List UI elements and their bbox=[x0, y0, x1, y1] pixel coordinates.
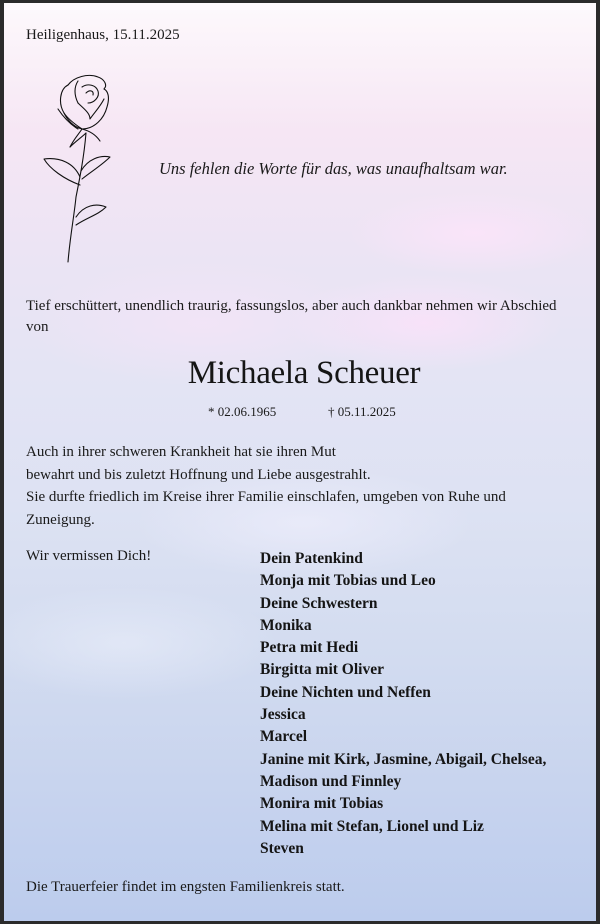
family-entry: Petra mit Hedi bbox=[260, 639, 359, 657]
family-entry: Melina mit Stefan, Lionel und Liz bbox=[260, 817, 484, 835]
family-entry: Deine Nichten und Neffen bbox=[260, 683, 431, 701]
body-line: bewahrt und bis zuletzt Hoffnung und Liebe ausgestrahlt. bbox=[26, 466, 371, 483]
body-text bbox=[26, 441, 566, 531]
family-entry: Birgitta mit Oliver bbox=[260, 661, 384, 679]
body-line: Auch in ihrer schweren Krankheit hat sie ihren Mut bbox=[26, 444, 336, 460]
family-entry: Steven bbox=[260, 839, 304, 857]
death-date: † 05.11.2025 bbox=[328, 404, 396, 419]
family-entry: Madison und Finnley bbox=[260, 772, 402, 790]
motto-quote: Uns fehlen die Worte für das, was unaufhaltsam war. bbox=[159, 159, 508, 178]
family-entry: Janine mit Kirk, Jasmine, Abigail, Chelsea, bbox=[260, 750, 547, 768]
place-date: Heiligenhaus, 15.11.2025 bbox=[26, 27, 180, 43]
family-entry: Deine Schwestern bbox=[260, 594, 378, 612]
body-line: Sie durfte friedlich im Kreise ihrer Familie einschlafen, umgeben von Ruhe und bbox=[26, 489, 506, 505]
birth-date: * 02.06.1965 bbox=[208, 404, 277, 419]
family-entry: Dein Patenkind bbox=[260, 550, 363, 567]
deceased-name: Michaela Scheuer bbox=[187, 355, 421, 391]
family-entry: Jessica bbox=[260, 706, 306, 724]
rose-icon bbox=[38, 67, 138, 267]
miss-you-text: Wir vermissen Dich! bbox=[26, 548, 152, 564]
family-list bbox=[260, 548, 546, 860]
funeral-note: Die Trauerfeier findet im engsten Familienkreis statt. bbox=[26, 879, 345, 895]
family-entry: Marcel bbox=[260, 728, 308, 746]
family-entry: Monja mit Tobias und Leo bbox=[260, 572, 436, 590]
body-line: Zuneigung. bbox=[26, 511, 95, 528]
family-entry: Monika bbox=[260, 616, 312, 634]
intro-text: Tief erschüttert, unendlich traurig, fassungslos, aber auch dankbar nehmen wir Abschied von bbox=[26, 298, 557, 335]
family-entry: Monira mit Tobias bbox=[260, 795, 384, 813]
